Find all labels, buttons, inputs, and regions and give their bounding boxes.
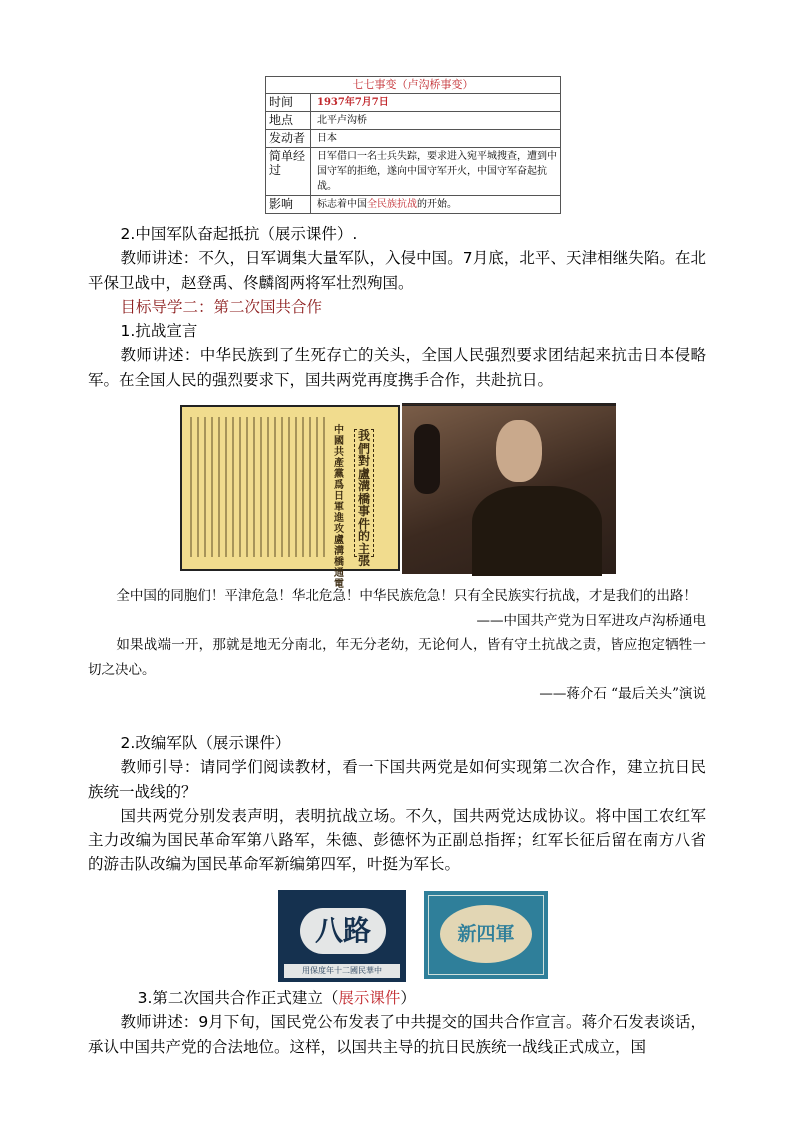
quotes bbox=[88, 584, 706, 707]
quote-text: 全中国的同胞们！平津危急！华北危急！中华民族危急！只有全民族实行抗战，才是我们的出路！ bbox=[116, 588, 697, 604]
newspaper-image bbox=[180, 405, 400, 590]
heading bbox=[88, 986, 706, 1010]
newspaper-headline: 中國共產黨爲日軍進攻盧溝橋通電 bbox=[334, 425, 344, 590]
heading: 2.中国军队奋起抵抗（展示课件）. bbox=[120, 225, 358, 243]
paragraph: 教师讲述：不久，日军调集大量军队，入侵中国。7月底，北平、天津相继失陷。在北平保卫战中，赵登禹、佟麟阁两将军壮烈殉国。 bbox=[88, 249, 706, 292]
july7-incident-table bbox=[265, 76, 561, 214]
paragraph: 教师讲述：9月下旬，国民党公布发表了中共提交的国共合作宣言。蒋介石发表谈话，承认中国共产党的合法地位。这样，以国共主导的抗日民族统一战线正式成立，国 bbox=[88, 1013, 706, 1056]
section-cooperation bbox=[88, 986, 706, 1059]
section-resistance bbox=[88, 222, 706, 392]
table-value: 日军借口一名士兵失踪，要求进入宛平城搜查，遭到中国守军的拒绝，遂向中国守军开火，中国守军奋起抗战。 bbox=[311, 148, 561, 196]
armband-text: 八路 bbox=[300, 908, 386, 954]
heading: 1.抗战宣言 bbox=[120, 322, 198, 341]
table-title: 七七事变（卢沟桥事变） bbox=[266, 77, 561, 94]
heading-text: ） bbox=[400, 989, 416, 1007]
eighth-route-armband bbox=[278, 890, 406, 982]
chiang-speech-photo bbox=[402, 403, 616, 574]
table-label: 时间 bbox=[266, 94, 311, 112]
quote-text: 如果战端一开，那就是地无分南北，年无分老幼，无论何人，皆有守土抗战之责，皆应抱定牺牲一切之决心。 bbox=[88, 637, 706, 678]
paragraph: 教师讲述：中华民族到了生死存亡的关头，全国人民强烈要求团结起来抗击日本侵略军。在全国人民的强烈要求下，国共两党再度携手合作，共赴抗日。 bbox=[88, 346, 706, 389]
table-label: 影响 bbox=[266, 196, 311, 214]
speaker-face bbox=[496, 420, 542, 482]
newspaper-title-box: 我們對盧溝橋事件的主張 bbox=[354, 429, 374, 557]
table-value: 1937年7月7日 bbox=[311, 94, 561, 112]
heading-text: 3.第二次国共合作正式建立（ bbox=[137, 989, 339, 1007]
table-label: 发动者 bbox=[266, 130, 311, 148]
quote-source: ——中国共产党为日军进攻卢沟桥通电 bbox=[476, 612, 706, 629]
paragraph: 国共两党分别发表声明，表明抗战立场。不久，国共两党达成协议。将中国工农红军主力改编为国民革命军第八路军，朱德、彭德怀为正副总指挥；红军长征后留在南方八省的游击队改编为国民革命军新编第四军，叶挺为军长。 bbox=[88, 806, 706, 874]
quote-source: ——蒋介石 “最后关头”演说 bbox=[539, 686, 706, 702]
table-value: 日本 bbox=[311, 130, 561, 148]
paragraph: 教师引导：请同学们阅读教材，看一下国共两党是如何实现第二次合作，建立抗日民族统一战线的？ bbox=[88, 758, 706, 801]
new-fourth-army-armband bbox=[424, 891, 548, 979]
target-heading: 目标导学二：第二次国共合作 bbox=[120, 297, 323, 316]
table-value: 北平卢沟桥 bbox=[311, 112, 561, 130]
value-highlight: 全民族抗战 bbox=[367, 199, 417, 210]
speaker-uniform bbox=[472, 486, 602, 576]
table-label: 地点 bbox=[266, 112, 311, 130]
table-value bbox=[311, 196, 561, 214]
armband-footer: 中華民國二十年度保用 bbox=[284, 964, 400, 978]
microphone bbox=[414, 424, 440, 494]
newspaper-text-columns bbox=[190, 417, 330, 557]
value-text: 标志着中国 bbox=[317, 199, 367, 210]
heading: 2.改编军队（展示课件） bbox=[120, 734, 291, 752]
table-label: 简单经过 bbox=[266, 148, 311, 196]
armband-text: 新四軍 bbox=[440, 905, 532, 963]
section-reorganize bbox=[88, 731, 706, 877]
value-text: 的开始。 bbox=[417, 199, 457, 210]
heading-highlight: 展示课件 bbox=[338, 989, 401, 1007]
